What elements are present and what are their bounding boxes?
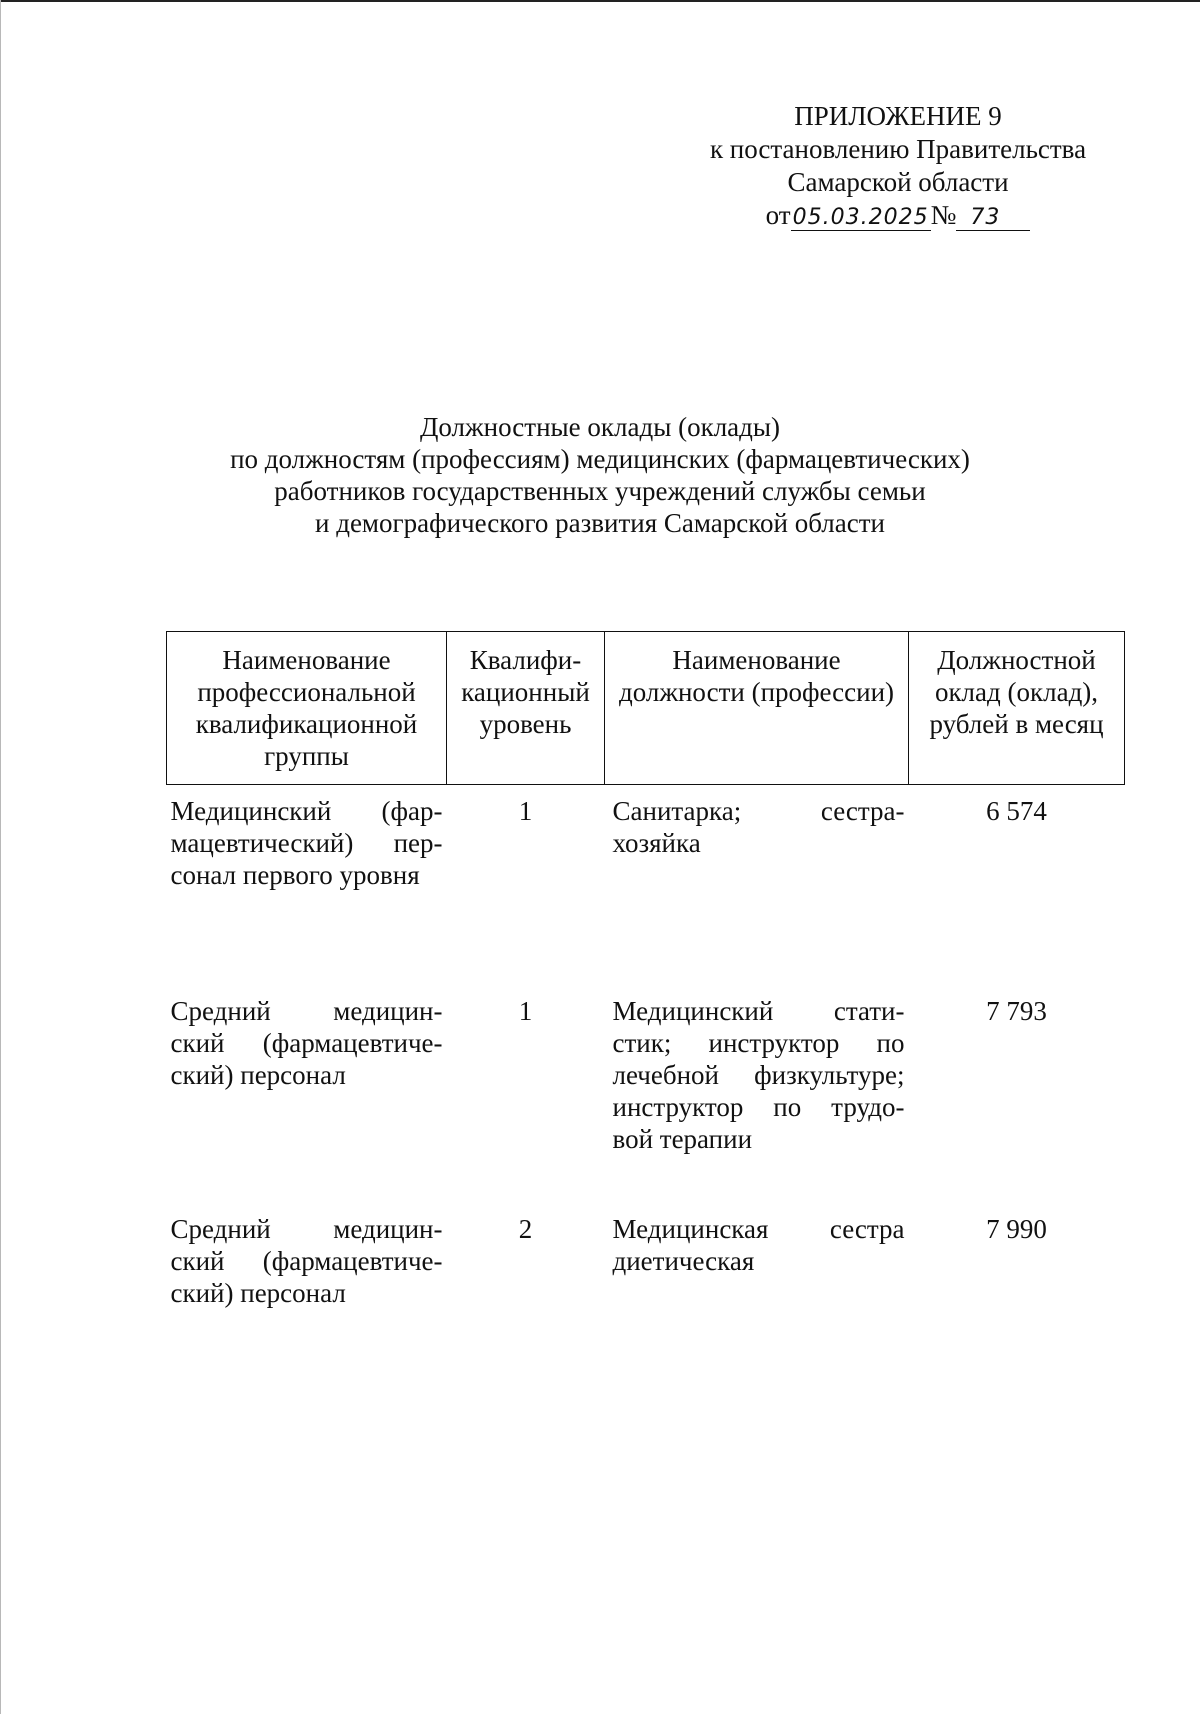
group-cell (167, 785, 447, 996)
table-row (167, 785, 1125, 996)
position-line: Санитарка; сестра- (612, 796, 905, 826)
position-line: диетическая (612, 1246, 755, 1276)
group-line: ский (фармацевтиче- (170, 1246, 443, 1276)
table-row (167, 995, 1125, 1213)
group-cell (167, 1213, 447, 1333)
document-title (150, 411, 1050, 539)
header-position: Наименование должности (профессии) (605, 632, 909, 785)
group-line: мацевтический) пер- (170, 828, 443, 858)
position-line: стик; инструктор по (612, 1028, 905, 1058)
handwritten-date: 05.03.2025 (792, 205, 929, 230)
handwritten-number: 73 (956, 206, 1030, 231)
scan-edge-left (0, 0, 1, 1714)
salary-cell: 7 793 (986, 996, 1047, 1026)
header-level: Квалифи- кационный уровень (447, 632, 605, 785)
group-line: ский) персонал (170, 1060, 346, 1090)
salary-cell: 7 990 (986, 1214, 1047, 1244)
appendix-header (688, 100, 1108, 232)
level-cell: 1 (518, 996, 533, 1026)
appendix-title: ПРИЛОЖЕНИЕ 9 (794, 101, 1002, 131)
scan-edge-top (0, 0, 1200, 2)
position-line: инструктор по трудо- (612, 1092, 905, 1122)
position-line: вой терапии (612, 1124, 753, 1154)
position-line: Медицинский стати- (612, 996, 905, 1026)
title-line-4: и демографического развития Самарской области (315, 508, 885, 538)
salary-cell: 6 574 (986, 796, 1047, 826)
table-header-row (167, 632, 1125, 785)
appendix-reference: к постановлению Правительства (709, 134, 1087, 164)
appendix-date-line (688, 199, 1108, 232)
number-prefix: № (930, 200, 957, 230)
position-cell (605, 785, 909, 996)
position-cell (605, 995, 909, 1213)
group-line: Медицинский (фар- (170, 796, 443, 826)
date-prefix: от (765, 200, 791, 230)
appendix-region: Самарской области (787, 167, 1009, 197)
group-line: Средний медицин- (170, 1214, 443, 1244)
header-group: Наименование профессиональной квалификационной группы (167, 632, 447, 785)
group-line: сонал первого уровня (170, 860, 420, 890)
level-cell: 2 (518, 1214, 533, 1244)
header-salary: Должностной оклад (оклад), рублей в месяц (909, 632, 1125, 785)
position-cell (605, 1213, 909, 1333)
level-cell: 1 (518, 796, 533, 826)
position-line: лечебной физкультуре; (612, 1060, 905, 1090)
title-line-2: по должностям (профессиям) медицинских (фармацевтических) (230, 444, 970, 474)
group-line: Средний медицин- (170, 996, 443, 1026)
table-row (167, 1213, 1125, 1333)
salary-table (166, 631, 1125, 1333)
title-line-3: работников государственных учреждений службы семьи (274, 476, 926, 506)
group-line: ский (фармацевтиче- (170, 1028, 443, 1058)
group-cell (167, 995, 447, 1213)
title-line-1: Должностные оклады (оклады) (419, 412, 781, 442)
group-line: ский) персонал (170, 1278, 346, 1308)
position-line: Медицинская сестра (612, 1214, 905, 1244)
position-line: хозяйка (612, 828, 701, 858)
